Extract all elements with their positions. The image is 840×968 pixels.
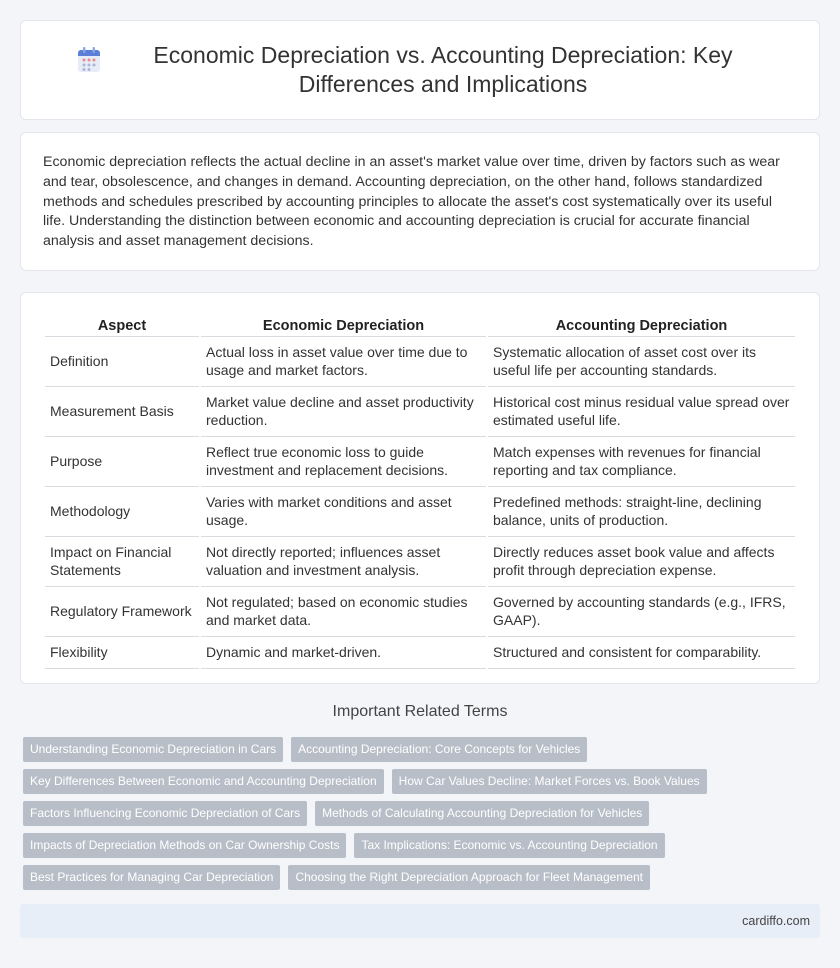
row-aspect: Purpose — [45, 437, 199, 487]
related-terms-tags — [23, 737, 723, 897]
footer — [20, 904, 820, 938]
calendar-icon — [77, 47, 101, 73]
related-term-tag[interactable]: How Car Values Decline: Market Forces vs. Book Values — [392, 769, 707, 794]
column-header-economic: Economic Depreciation — [201, 311, 486, 337]
table-row — [45, 487, 795, 537]
page-title: Economic Depreciation vs. Accounting Depreciation: Key Differences and Implications — [153, 42, 733, 97]
intro-paragraph: Economic depreciation reflects the actual decline in an asset's market value over time, driven by factors such as wear and tear, obsolescence, and changes in demand. Accounting depreciation, on the other hand, follows standardized methods and schedules prescribed by accounting principles to allocate the asset's cost systematically over its useful life. Understanding the distinction between economic and accounting depreciation is crucial for accurate financial analysis and asset management decisions. — [43, 154, 780, 250]
related-term-tag[interactable]: Choosing the Right Depreciation Approach for Fleet Management — [288, 865, 650, 890]
header-card — [20, 20, 820, 120]
row-aspect: Impact on Financial Statements — [45, 537, 199, 587]
table-row — [45, 387, 795, 437]
column-header-aspect: Aspect — [45, 311, 199, 337]
intro-card — [20, 132, 820, 271]
row-accounting: Directly reduces asset book value and affects profit through depreciation expense. — [488, 537, 795, 587]
row-economic: Varies with market conditions and asset usage. — [201, 487, 486, 537]
row-aspect: Regulatory Framework — [45, 587, 199, 637]
related-term-tag[interactable]: Tax Implications: Economic vs. Accounting Depreciation — [354, 833, 664, 858]
row-accounting: Systematic allocation of asset cost over its useful life per accounting standards. — [488, 337, 795, 387]
row-economic: Reflect true economic loss to guide investment and replacement decisions. — [201, 437, 486, 487]
table-row — [45, 587, 795, 637]
row-economic: Dynamic and market-driven. — [201, 637, 486, 669]
related-term-tag[interactable]: Impacts of Depreciation Methods on Car Ownership Costs — [23, 833, 346, 858]
footer-site-name: cardiffo.com — [742, 914, 810, 928]
related-term-tag[interactable]: Accounting Depreciation: Core Concepts for Vehicles — [291, 737, 587, 762]
row-aspect: Definition — [45, 337, 199, 387]
column-header-accounting: Accounting Depreciation — [488, 311, 795, 337]
row-accounting: Structured and consistent for comparability. — [488, 637, 795, 669]
row-accounting: Match expenses with revenues for financial reporting and tax compliance. — [488, 437, 795, 487]
row-accounting: Governed by accounting standards (e.g., IFRS, GAAP). — [488, 587, 795, 637]
table-row — [45, 437, 795, 487]
row-aspect: Flexibility — [45, 637, 199, 669]
related-term-tag[interactable]: Factors Influencing Economic Depreciation of Cars — [23, 801, 307, 826]
related-term-tag[interactable]: Best Practices for Managing Car Depreciation — [23, 865, 280, 890]
related-terms-heading: Important Related Terms — [332, 703, 508, 720]
related-term-tag[interactable]: Understanding Economic Depreciation in Cars — [23, 737, 283, 762]
row-economic: Not regulated; based on economic studies and market data. — [201, 587, 486, 637]
comparison-table — [43, 311, 797, 669]
row-economic: Market value decline and asset productivity reduction. — [201, 387, 486, 437]
row-economic: Actual loss in asset value over time due to usage and market factors. — [201, 337, 486, 387]
row-economic: Not directly reported; influences asset valuation and investment analysis. — [201, 537, 486, 587]
row-accounting: Predefined methods: straight-line, declining balance, units of production. — [488, 487, 795, 537]
table-row — [45, 337, 795, 387]
table-row — [45, 537, 795, 587]
comparison-table-card — [20, 292, 820, 684]
row-accounting: Historical cost minus residual value spread over estimated useful life. — [488, 387, 795, 437]
table-row — [45, 637, 795, 669]
row-aspect: Measurement Basis — [45, 387, 199, 437]
related-term-tag[interactable]: Methods of Calculating Accounting Depreciation for Vehicles — [315, 801, 649, 826]
related-term-tag[interactable]: Key Differences Between Economic and Accounting Depreciation — [23, 769, 384, 794]
row-aspect: Methodology — [45, 487, 199, 537]
table-header-row — [45, 311, 795, 337]
